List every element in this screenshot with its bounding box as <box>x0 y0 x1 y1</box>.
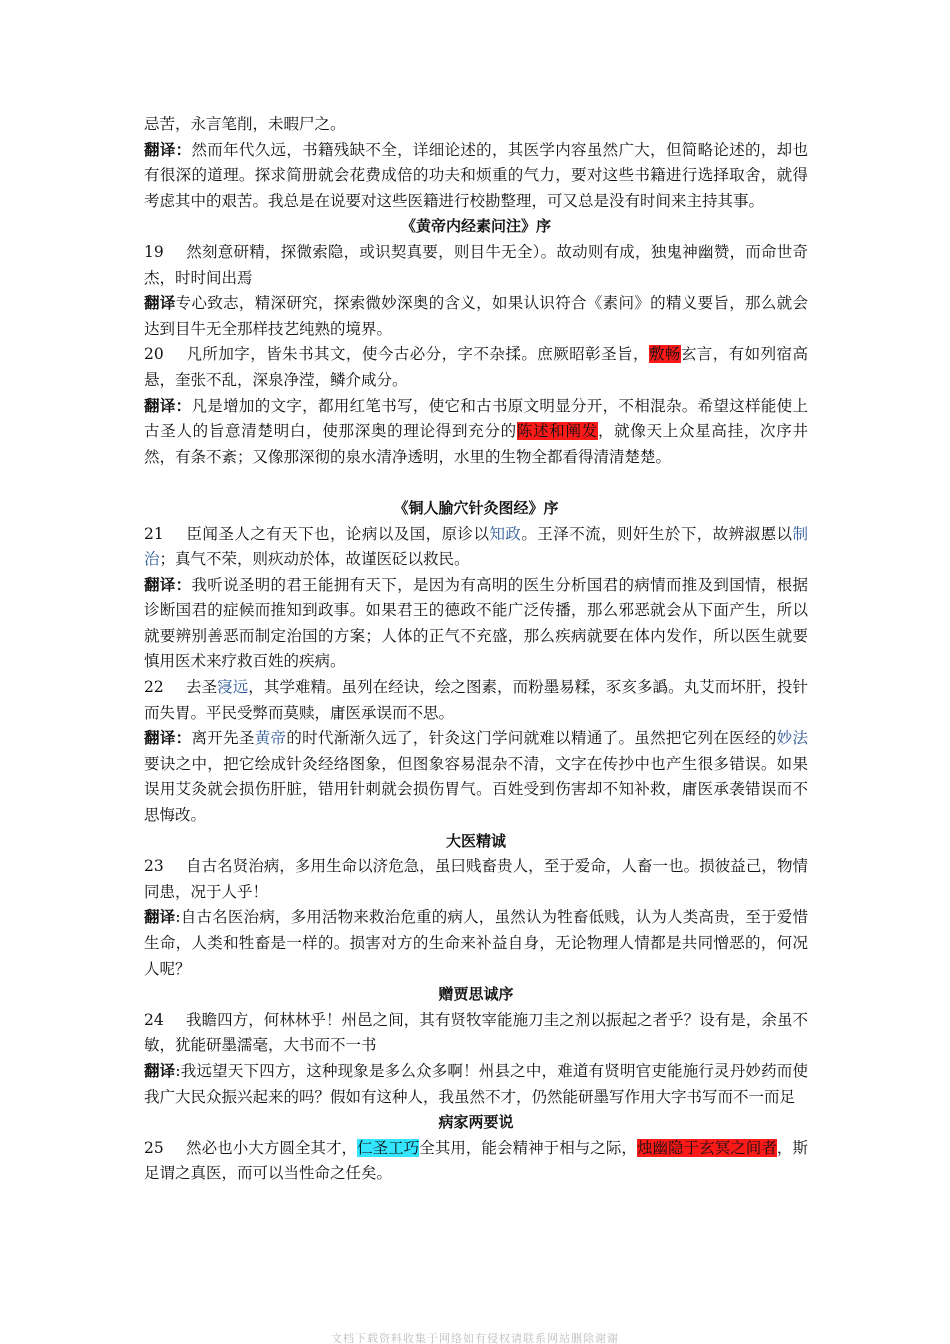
page-footer <box>0 1330 950 1344</box>
translation-20: 翻译：凡是增加的文字，都用红笔书写，使它和古书原文明显分开，不相混杂。希望这样能使上古圣人的旨意清楚明白，使那深奥的理论得到充分的陈述和阐发，就像天上众星高挂，次序井然，有条不紊；又像那深彻的泉水清净透明，水里的生物全都看得清清楚楚。 <box>144 396 808 466</box>
blue-term: 妙法 <box>776 729 808 748</box>
highlight-red: 烛幽隐于玄冥之间 <box>636 1138 762 1157</box>
paragraph-21: 21 臣闻圣人之有天下也，论病以及国，原诊以知政。王泽不流，则奸生於下，故辨淑慝以制治；真气不荣，则疢动於体，故谨医砭以救民。 <box>144 522 808 573</box>
highlight-red: 者 <box>761 1138 777 1157</box>
item-number: 20 <box>144 345 164 364</box>
translation-23: 翻译:自古名医治病，多用活物来救治危重的病人，虽然认为牲畜低贱，认为人类高贵，至于爱惜生命，人类和牲畜是一样的。损害对方的生命来补益自身，无论物理人情都是共同憎恶的，何况人呢？ <box>144 908 808 978</box>
paragraph-23: 23 自古名贤治病，多用生命以济危急，虽曰贱畜贵人，至于爱命，人畜一也。损彼益己，物情同患，况于人乎！ <box>144 854 808 905</box>
translation-label: 翻译： <box>144 396 192 415</box>
highlight-cyan: 仁圣工巧 <box>357 1138 420 1157</box>
paragraph-22: 22 去圣寖远，其学难精。虽列在经诀，绘之图素，而粉墨易糅，豕亥多譌。丸艾而坏肝，投针而失胃。平民受弊而莫赎，庸医承误而不思。 <box>144 675 808 726</box>
item-number: 21 <box>144 524 164 543</box>
highlight-red: 敷畅 <box>648 345 681 364</box>
blue-term: 知政 <box>489 524 522 543</box>
translation-label: 翻译 <box>144 1061 176 1080</box>
section-title: 《铜人腧穴针灸图经》序 <box>393 498 559 517</box>
document-page <box>144 112 808 1187</box>
blue-term: 黄帝 <box>254 729 287 748</box>
section-title: 大医精诚 <box>445 831 506 850</box>
item-number: 24 <box>144 1010 164 1029</box>
footer-text: 文档下载资料收集于网络如有侵权请联系网站删除谢谢 <box>331 1332 619 1344</box>
item-number: 23 <box>144 857 164 876</box>
section-title: 赠贾思诚序 <box>438 985 514 1004</box>
highlight-red: 陈述和阐发 <box>516 422 598 441</box>
blue-term: 寖远 <box>217 678 249 697</box>
translation-21: 翻译：我听说圣明的君王能拥有天下，是因为有高明的医生分析国君的病情而推及到国情，根据诊断国君的症候而推知到政事。如果君王的德政不能广泛传播，那么邪恶就会从下面产生，所以就要辨别善恶而制定治国的方案；人体的正气不充盛，那么疾病就要在体内发作，所以医生就要慎用医术来疗救百姓的疾病。 <box>144 575 808 671</box>
paragraph: 忌苦，永言笔削，未暇尸之。 <box>144 115 346 133</box>
translation-22: 翻译：离开先圣黄帝的时代渐渐久远了，针灸这门学问就难以精通了。虽然把它列在医经的妙法要诀之中，把它绘成针灸经络图象，但图象容易混杂不清，文字在传抄中也产生很多错误。如果误用艾灸就会损伤肝脏，错用针刺就会损伤胃气。百姓受到伤害却不知补救，庸医承袭错误而不思悔改。 <box>144 729 808 825</box>
item-number: 19 <box>144 242 164 261</box>
translation-19: 翻译专心致志，精深研究，探索微妙深奥的含义，如果认识符合《素问》的精义要旨，那么就会达到目牛无全那样技艺纯熟的境界。 <box>144 294 808 338</box>
item-number: 22 <box>144 678 164 697</box>
translation-label: 翻译： <box>144 140 192 159</box>
blue-term: 制治 <box>144 524 808 569</box>
section-title: 《黄帝内经素问注》序 <box>400 217 551 236</box>
translation-label: 翻译 <box>144 294 176 313</box>
translation-label: 翻译： <box>144 729 192 748</box>
translation-label: 翻译 <box>144 908 176 927</box>
spacer <box>144 470 808 496</box>
item-number: 25 <box>144 1138 164 1157</box>
paragraph-25: 25 然必也小大方圆全其才，仁圣工巧全其用，能会精神于相与之际，烛幽隐于玄冥之间者，斯足谓之真医，而可以当性命之任矣。 <box>144 1136 808 1187</box>
paragraph-19: 19 然刻意研精，探微索隐，或识契真要，则目牛无全）。故动则有成，独鬼神幽赞，而命世奇杰，时时间出焉 <box>144 240 808 291</box>
translation: 翻译：然而年代久远，书籍残缺不全，详细论述的，其医学内容虽然广大，但简略论述的，却也有很深的道理。探求简册就会花费成倍的功夫和烦重的气力，要对这些书籍进行选择取舍，就得考虑其中的艰苦。我总是在说要对这些医籍进行校勘整理，可又总是没有时间来主持其事。 <box>144 140 808 210</box>
translation-24: 翻译:我远望天下四方，这种现象是多么众多啊！州县之中，难道有贤明官吏能施行灵丹妙药而使我广大民众振兴起来的吗？假如有这种人，我虽然不才，仍然能研墨写作用大字书写而不一而足 <box>144 1061 808 1106</box>
paragraph-20: 20 凡所加字，皆朱书其文，使今古必分，字不杂揉。庶厥昭彰圣旨，敷畅玄言，有如列宿高悬，奎张不乱，深泉净滢，鳞介咸分。 <box>144 342 808 393</box>
section-title: 病家两要说 <box>438 1113 514 1132</box>
translation-label: 翻译： <box>144 575 192 594</box>
paragraph-24: 24 我瞻四方，何林林乎！州邑之间，其有贤牧宰能施刀圭之剂以振起之者乎？设有是，余虽不敏，犹能研墨濡毫，大书而不一书 <box>144 1008 808 1059</box>
